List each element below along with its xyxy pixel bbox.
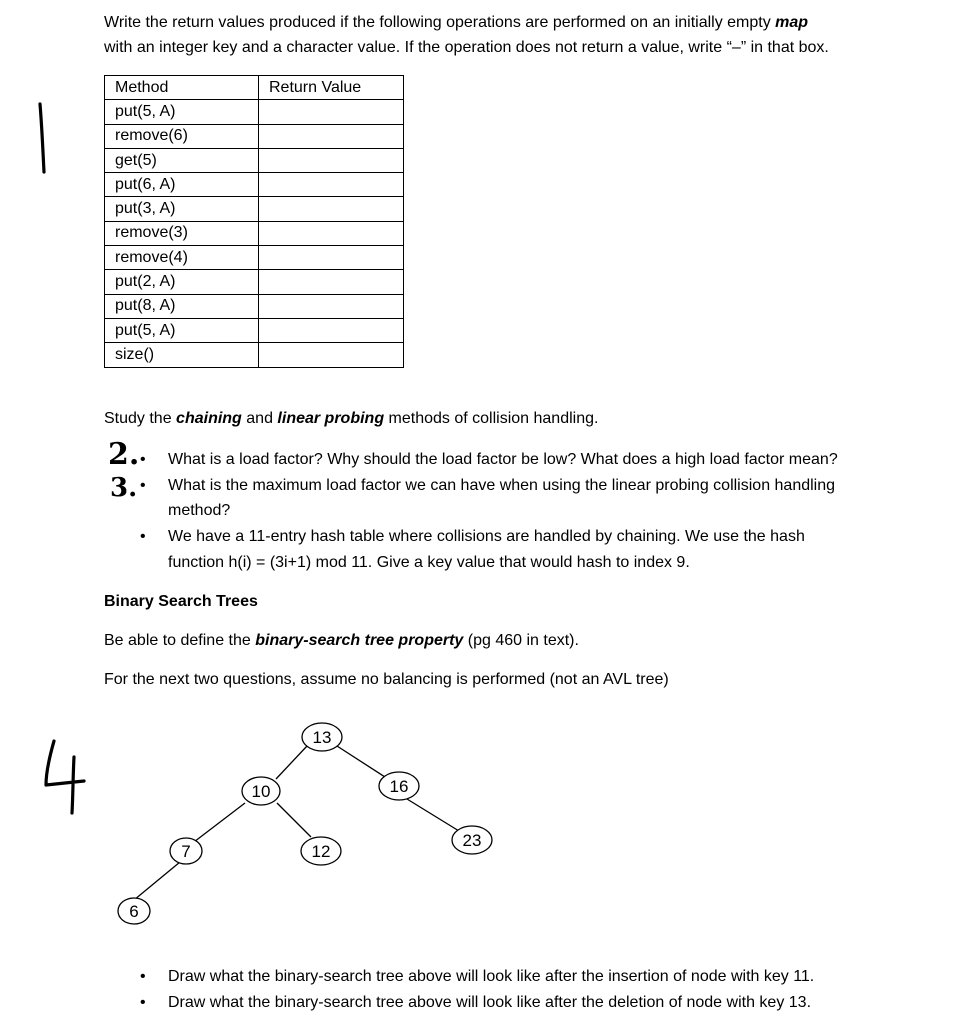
table-row — [105, 197, 404, 221]
handwritten-mark-1 — [30, 98, 54, 178]
bullet-icon: • — [140, 477, 146, 494]
question-delete-13: Draw what the binary-search tree above will look like after the deletion of node with key 13. — [168, 994, 812, 1011]
header-method: Method — [105, 76, 259, 100]
method-cell: get(5) — [105, 148, 259, 172]
method-cell: size() — [105, 343, 259, 367]
node-label-13: 13 — [312, 728, 332, 747]
node-label-12: 12 — [311, 842, 331, 861]
method-cell: put(5, A) — [105, 318, 259, 342]
node-label-6: 6 — [129, 902, 139, 921]
table-header-row — [105, 76, 404, 100]
section-heading-bst: Binary Search Trees — [104, 593, 258, 610]
question-insert-11: Draw what the binary-search tree above will look like after the insertion of node with key 11. — [168, 968, 815, 985]
table-row — [105, 343, 404, 367]
table-row — [105, 124, 404, 148]
method-cell: remove(6) — [105, 124, 259, 148]
bst-define-line: Be able to define the binary-search tree property (pg 460 in text). — [104, 632, 579, 649]
table-row — [105, 100, 404, 124]
operations-table — [104, 75, 404, 368]
bullet-icon: • — [140, 528, 146, 545]
node-label-7: 7 — [181, 842, 191, 861]
question-load-factor: What is a load factor? Why should the load factor be low? What does a high load factor mean? — [168, 451, 838, 468]
method-cell: remove(4) — [105, 246, 259, 270]
table-row — [105, 221, 404, 245]
edge-16-23 — [407, 799, 459, 831]
bst-assume-line: For the next two questions, assume no balancing is performed (not an AVL tree) — [104, 671, 669, 688]
edge-13-10 — [276, 746, 307, 779]
bst-diagram — [0, 700, 960, 940]
method-cell: put(2, A) — [105, 270, 259, 294]
return-value-cell[interactable] — [259, 173, 404, 197]
table-row — [105, 294, 404, 318]
method-cell: remove(3) — [105, 221, 259, 245]
method-cell: put(5, A) — [105, 100, 259, 124]
table-row — [105, 173, 404, 197]
method-cell: put(6, A) — [105, 173, 259, 197]
method-cell: put(3, A) — [105, 197, 259, 221]
question-max-load-factor-1: What is the maximum load factor we can have when using the linear probing collision handling — [168, 477, 836, 494]
return-value-cell[interactable] — [259, 221, 404, 245]
return-value-cell[interactable] — [259, 197, 404, 221]
return-value-cell[interactable] — [259, 343, 404, 367]
return-value-cell[interactable] — [259, 100, 404, 124]
method-cell: put(8, A) — [105, 294, 259, 318]
node-label-23: 23 — [462, 831, 482, 850]
return-value-cell[interactable] — [259, 294, 404, 318]
table-row — [105, 246, 404, 270]
table-row — [105, 270, 404, 294]
bullet-icon: • — [140, 451, 146, 468]
return-value-cell[interactable] — [259, 124, 404, 148]
bullet-icon: • — [140, 968, 146, 985]
edge-13-16 — [337, 746, 385, 777]
intro-line-2: with an integer key and a character value. If the operation does not return a value, write “–” in that box. — [104, 39, 829, 56]
question-hash-1: We have a 11-entry hash table where collisions are handled by chaining. We use the hash — [168, 528, 805, 545]
return-value-cell[interactable] — [259, 246, 404, 270]
handwritten-number-2: 2. — [108, 437, 140, 472]
bullet-icon: • — [140, 994, 146, 1011]
return-value-cell[interactable] — [259, 270, 404, 294]
node-label-10: 10 — [251, 782, 271, 801]
table-row — [105, 318, 404, 342]
return-value-cell[interactable] — [259, 318, 404, 342]
return-value-cell[interactable] — [259, 148, 404, 172]
header-return-value: Return Value — [259, 76, 404, 100]
intro-line-1: Write the return values produced if the following operations are performed on an initially empty map — [104, 14, 809, 31]
question-hash-2: function h(i) = (3i+1) mod 11. Give a key value that would hash to index 9. — [168, 554, 690, 571]
edge-10-7 — [190, 803, 245, 845]
question-max-load-factor-2: method? — [168, 502, 231, 519]
study-line: Study the chaining and linear probing methods of collision handling. — [104, 410, 599, 427]
edge-10-12 — [277, 803, 311, 837]
node-label-16: 16 — [389, 777, 409, 796]
table-row — [105, 148, 404, 172]
edge-7-6 — [134, 862, 180, 900]
handwritten-number-3: 3. — [110, 473, 138, 503]
